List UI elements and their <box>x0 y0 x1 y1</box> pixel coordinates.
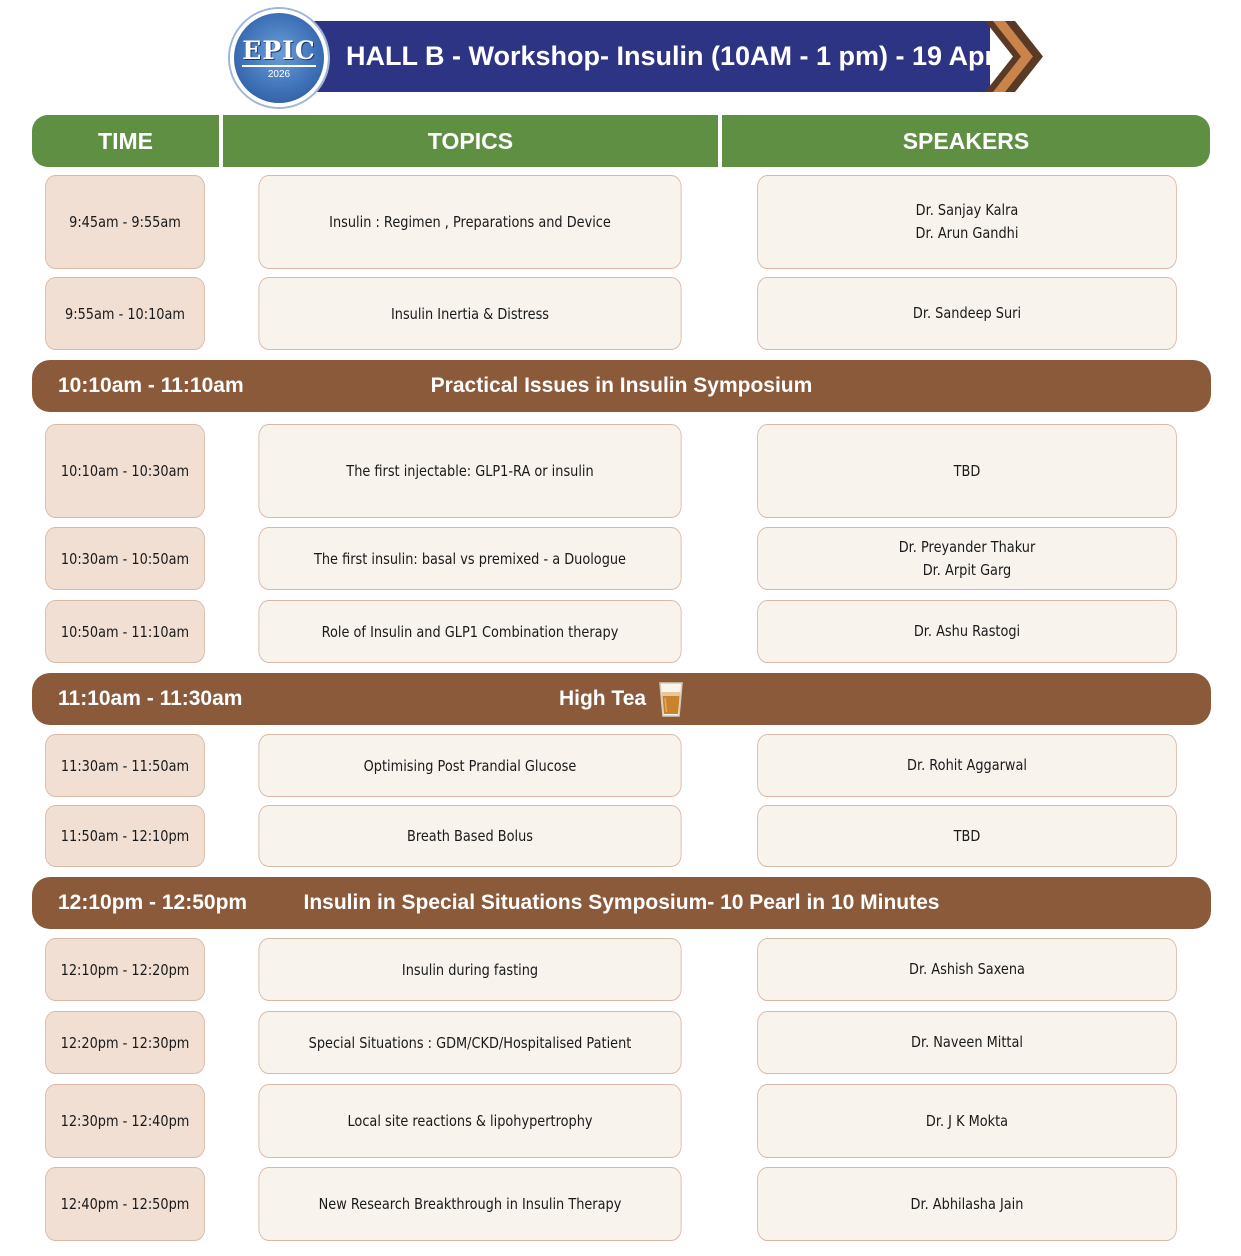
speaker-cell <box>757 734 1177 797</box>
section-title-text: High Tea <box>558 687 647 710</box>
speaker-cell <box>757 600 1177 663</box>
logo-text: EPIC <box>242 35 316 65</box>
column-header-time: TIME <box>32 115 219 167</box>
column-header-topics: TOPICS <box>223 115 718 167</box>
topic-cell: The first insulin: basal vs premixed - a Duologue <box>258 527 681 590</box>
speaker-name: Dr. Arpit Garg <box>922 560 1012 579</box>
topic-cell: Role of Insulin and GLP1 Combination therapy <box>258 600 681 663</box>
speaker-name: Dr. Ashu Rastogi <box>913 622 1021 640</box>
speaker-cell <box>757 1084 1177 1158</box>
time-cell: 10:50am - 11:10am <box>45 600 205 663</box>
section-bar <box>32 360 1211 412</box>
speaker-name: Dr. J K Mokta <box>925 1111 1009 1130</box>
section-title <box>32 673 1211 725</box>
section-time: 12:10pm - 12:50pm <box>58 891 248 914</box>
topic-cell: New Research Breakthrough in Insulin Therapy <box>258 1167 681 1241</box>
section-bar <box>32 877 1211 929</box>
column-header-speakers: SPEAKERS <box>722 115 1210 167</box>
time-cell: 12:30pm - 12:40pm <box>45 1084 205 1158</box>
speaker-name: TBD <box>953 461 981 480</box>
topic-cell: Insulin during fasting <box>258 938 681 1001</box>
page-title: HALL B - Workshop- Insulin (10AM - 1 pm) - 19 April <box>346 41 1011 71</box>
speaker-name: Dr. Naveen Mittal <box>911 1033 1023 1051</box>
topic-cell: Optimising Post Prandial Glucose <box>258 734 681 797</box>
section-time: 11:10am - 11:30am <box>58 687 243 710</box>
speaker-name: Dr. Rohit Aggarwal <box>907 756 1027 774</box>
time-cell: 10:30am - 10:50am <box>45 527 205 590</box>
speaker-cell <box>757 175 1177 269</box>
epic-logo <box>230 9 328 107</box>
logo-year: 2026 <box>267 68 291 80</box>
chevron-right-icon <box>985 21 1045 92</box>
topic-cell: Local site reactions & lipohypertrophy <box>258 1084 681 1158</box>
section-bar <box>32 673 1211 725</box>
speaker-name: Dr. Sanjay Kalra <box>915 201 1019 219</box>
speaker-cell <box>757 424 1177 518</box>
time-cell: 11:50am - 12:10pm <box>45 805 205 867</box>
section-title: Practical Issues in Insulin Symposium <box>430 374 813 397</box>
time-cell: 12:10pm - 12:20pm <box>45 938 205 1001</box>
section-time: 10:10am - 11:10am <box>58 374 244 397</box>
time-cell: 12:20pm - 12:30pm <box>45 1011 205 1074</box>
speaker-cell <box>757 527 1177 590</box>
speaker-cell <box>757 277 1177 350</box>
topic-cell: Insulin : Regimen , Preparations and Device <box>258 175 681 269</box>
speaker-name: Dr. Arun Gandhi <box>915 224 1019 242</box>
speaker-name: Dr. Preyander Thakur <box>898 537 1036 556</box>
speaker-cell <box>757 805 1177 867</box>
time-cell: 11:30am - 11:50am <box>45 734 205 797</box>
time-cell: 12:40pm - 12:50pm <box>45 1167 205 1241</box>
topic-cell: Breath Based Bolus <box>258 805 681 867</box>
time-cell: 9:45am - 9:55am <box>45 175 205 269</box>
topic-cell: The first injectable: GLP1-RA or insulin <box>258 424 681 518</box>
speaker-cell <box>757 1167 1177 1241</box>
speaker-name: TBD <box>953 826 981 845</box>
time-cell: 10:10am - 10:30am <box>45 424 205 518</box>
speaker-name: Dr. Abhilasha Jain <box>910 1194 1024 1213</box>
speaker-name: Dr. Sandeep Suri <box>912 304 1022 322</box>
section-title: Insulin in Special Situations Symposium- 10 Pearl in 10 Minutes <box>303 891 940 914</box>
speaker-name: Dr. Ashish Saxena <box>909 960 1025 978</box>
topic-cell: Special Situations : GDM/CKD/Hospitalised Patient <box>258 1011 681 1074</box>
topic-cell: Insulin Inertia & Distress <box>258 277 681 350</box>
time-cell: 9:55am - 10:10am <box>45 277 205 350</box>
speaker-cell <box>757 938 1177 1001</box>
tea-glass-icon <box>658 680 684 718</box>
speaker-cell <box>757 1011 1177 1074</box>
